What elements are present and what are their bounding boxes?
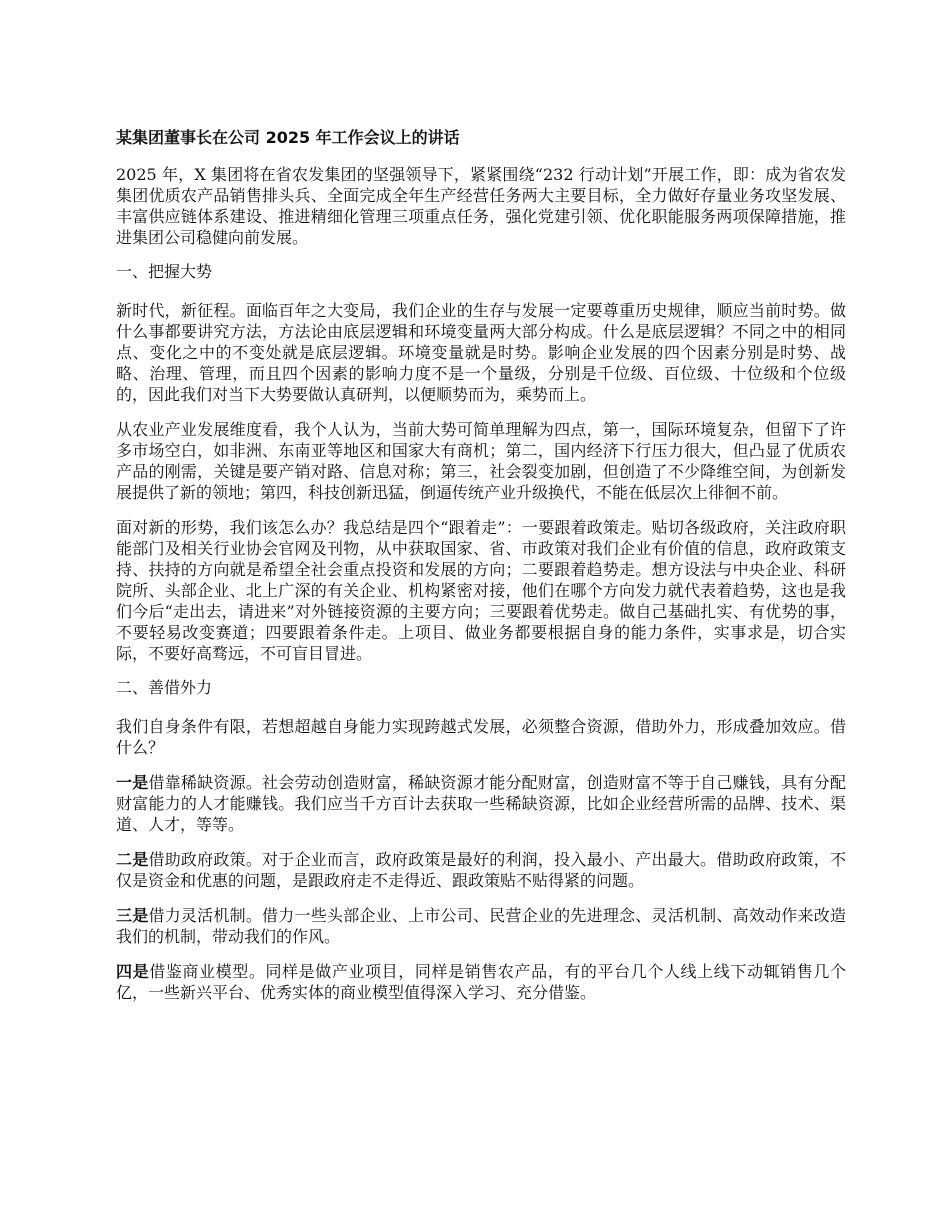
item-lead: 二是 — [116, 850, 149, 869]
section2-item-2 — [116, 849, 846, 891]
section1-paragraph-3: 面对新的形势，我们该怎么办？我总结是四个“跟着走”：一要跟着政策走。贴切各级政府，关注政府职能部门及相关行业协会官网及刊物，从中获取国家、省、市政策对我们企业有价值的信息，政府政策支持、扶持的方向就是希望全社会重点投资和发展的方向；二要跟着趋势走。想方设法与中央企业、科研院所、头部企业、北上广深的有关企业、机构紧密对接，他们在哪个方向发力就代表着趋势，这也是我们今后“走出去，请进来”对外链接资源的主要方向；三要跟着优势走。做自己基础扎实、有优势的事，不要轻易改变赛道；四要跟着条件走。上项目、做业务都要根据自身的能力条件，实事求是，切合实际，不要好高骛远，不可盲目冒进。 — [116, 518, 846, 663]
item-text: 借力灵活机制。借力一些头部企业、上市公司、民营企业的先进理念、灵活机制、高效动作来改造我们的机制，带动我们的作风。 — [116, 906, 846, 946]
section1-paragraph-1: 新时代，新征程。面临百年之大变局，我们企业的生存与发展一定要尊重历史规律，顺应当前时势。做什么事都要讲究方法，方法论由底层逻辑和环境变量两大部分构成。什么是底层逻辑？不同之中的相同点、变化之中的不变处就是底层逻辑。环境变量就是时势。影响企业发展的四个因素分别是时势、战略、治理、管理，而且四个因素的影响力度不是一个量级，分别是千位级、百位级、十位级和个位级的，因此我们对当下大势要做认真研判，以便顺势而为，乘势而上。 — [116, 301, 846, 404]
section-heading-1: 一、把握大势 — [116, 262, 213, 281]
item-lead: 四是 — [116, 962, 150, 981]
section1-paragraph-2: 从农业产业发展维度看，我个人认为，当前大势可简单理解为四点，第一，国际环境复杂，但留下了许多市场空白，如非洲、东南亚等地区和国家大有商机；第二，国内经济下行压力很大，但凸显了优质农产品的刚需，关键是要产销对路、信息对称；第三，社会裂变加剧，但创造了不少降维空间，为创新发展提供了新的领地；第四，科技创新迅猛，倒逼传统产业升级换代，不能在低层次上徘徊不前。 — [116, 420, 846, 502]
item-lead: 三是 — [116, 906, 149, 925]
section-heading-2: 二、善借外力 — [116, 678, 213, 697]
section2-item-3 — [116, 905, 846, 947]
intro-paragraph: 2025 年，X 集团将在省农发集团的坚强领导下，紧紧围绕“232 行动计划”开展工作，即：成为省农发集团优质农产品销售排头兵、全面完成全年生产经营任务两大主要目标，全力做好存量业务攻坚发展、丰富供应链体系建设、推进精细化管理三项重点任务，强化党建引领、优化职能服务两项保障措施，推进集团公司稳健向前发展。 — [116, 165, 846, 247]
item-text: 借靠稀缺资源。社会劳动创造财富，稀缺资源才能分配财富，创造财富不等于自己赚钱，具有分配财富能力的人才能赚钱。我们应当千方百计去获取一些稀缺资源，比如企业经营所需的品牌、技术、渠道、人才，等等。 — [116, 773, 846, 834]
document-page — [116, 128, 846, 1017]
section2-item-4 — [116, 961, 846, 1003]
item-lead: 一是 — [116, 773, 149, 792]
section2-item-1 — [116, 772, 846, 835]
item-text: 借助政府政策。对于企业而言，政府政策是最好的利润，投入最小、产出最大。借助政府政策，不仅是资金和优惠的问题，是跟政府走不走得近、跟政策贴不贴得紧的问题。 — [116, 850, 846, 890]
document-title: 某集团董事长在公司 2025 年工作会议上的讲话 — [116, 128, 460, 147]
section2-intro-paragraph: 我们自身条件有限，若想超越自身能力实现跨越式发展，必须整合资源，借助外力，形成叠加效应。借什么？ — [116, 717, 846, 757]
item-text: 借鉴商业模型。同样是做产业项目，同样是销售农产品，有的平台几个人线上线下动辄销售几个亿，一些新兴平台、优秀实体的商业模型值得深入学习、充分借鉴。 — [116, 962, 846, 1002]
